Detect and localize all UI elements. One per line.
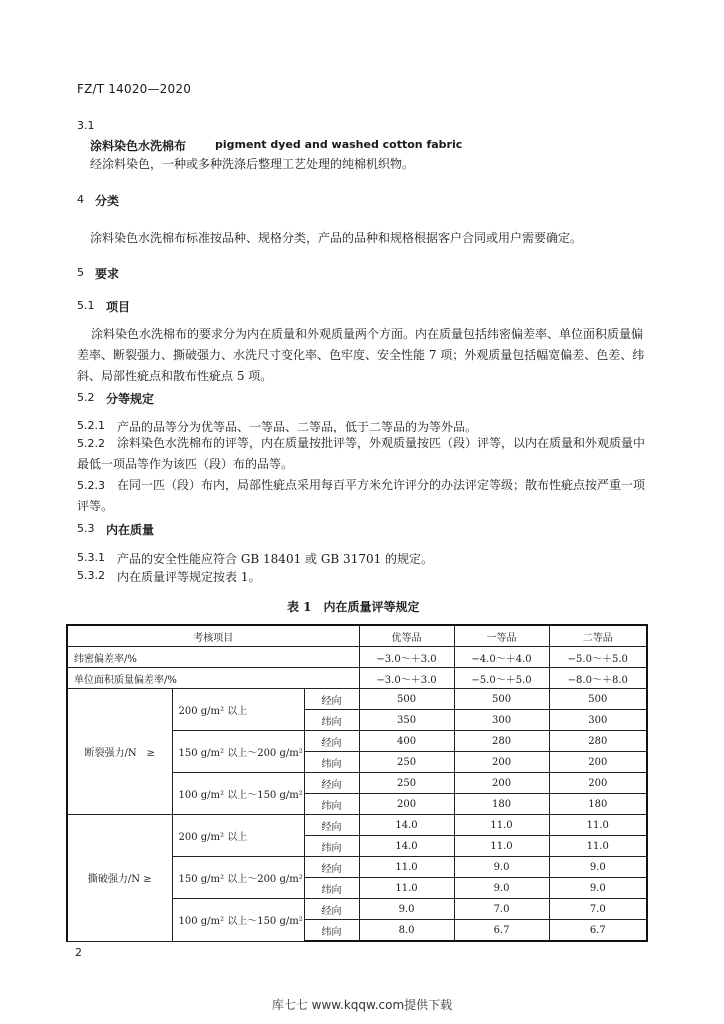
table-row — [67, 815, 647, 836]
cell: 180 — [454, 794, 549, 815]
header-grade-premium: 优等品 — [359, 625, 454, 647]
direction: 经向 — [304, 815, 359, 836]
row-label: 单位面积质量偏差率/% — [67, 668, 359, 689]
direction: 经向 — [304, 857, 359, 878]
item-5-3-2-number: 5.3.2 — [77, 569, 105, 582]
item-5-2-1-number: 5.2.1 — [77, 419, 105, 432]
weight-range: 100 g/m² 以上～150 g/m² — [172, 899, 304, 942]
direction: 经向 — [304, 899, 359, 920]
cell: 350 — [359, 710, 454, 731]
direction: 经向 — [304, 773, 359, 794]
download-footer: 库七七 www.kqqw.com提供下载 — [271, 998, 453, 1012]
weight-range: 200 g/m² 以上 — [172, 815, 304, 857]
weight-range: 100 g/m² 以上～150 g/m² — [172, 773, 304, 815]
weight-range: 200 g/m² 以上 — [172, 689, 304, 731]
direction: 纬向 — [304, 878, 359, 899]
cell: 11.0 — [454, 815, 549, 836]
item-5-3-1-number: 5.3.1 — [77, 551, 105, 564]
cell: 9.0 — [359, 899, 454, 920]
cell: −3.0～＋3.0 — [359, 668, 454, 689]
cell: 7.0 — [454, 899, 549, 920]
cell: 7.0 — [549, 899, 647, 920]
section-4-title: 分类 — [95, 194, 120, 208]
section-5-1-number: 5.1 — [77, 299, 95, 312]
standard-code: FZ/T 14020—2020 — [77, 82, 192, 96]
weight-range: 150 g/m² 以上～200 g/m² — [172, 857, 304, 899]
item-5-2-3-number: 5.2.3 — [77, 479, 105, 492]
section-5-1-title: 项目 — [106, 300, 131, 314]
direction: 纬向 — [304, 710, 359, 731]
weight-range: 150 g/m² 以上～200 g/m² — [172, 731, 304, 773]
cell: 14.0 — [359, 836, 454, 857]
cell: 200 — [454, 773, 549, 794]
tearing-strength-label: 撕破强力/N ≥ — [67, 815, 172, 942]
item-5-2-1-text: 产品的品等分为优等品、一等品、二等品，低于二等品的为等外品。 — [117, 420, 478, 434]
breaking-strength-label: 断裂强力/N ≥ — [67, 689, 172, 815]
section-4-number: 4 — [77, 193, 84, 206]
cell: −8.0～＋8.0 — [549, 668, 647, 689]
cell: 200 — [549, 752, 647, 773]
section-5-number: 5 — [77, 266, 84, 279]
cell: 300 — [549, 710, 647, 731]
cell: 14.0 — [359, 815, 454, 836]
cell: 11.0 — [549, 815, 647, 836]
section-5-3-number: 5.3 — [77, 522, 95, 535]
table-row — [67, 668, 647, 689]
direction: 纬向 — [304, 920, 359, 942]
cell: 200 — [549, 773, 647, 794]
cell: 8.0 — [359, 920, 454, 942]
cell: 11.0 — [454, 836, 549, 857]
header-item: 考核项目 — [67, 625, 359, 647]
table-caption: 表 1 内在质量评等规定 — [287, 600, 420, 614]
cell: 250 — [359, 773, 454, 794]
section-5-3-title: 内在质量 — [106, 523, 155, 537]
cell: 11.0 — [359, 857, 454, 878]
direction: 纬向 — [304, 836, 359, 857]
row-label: 纬密偏差率/% — [67, 647, 359, 668]
item-5-2-3-text: 在同一匹（段）布内，局部性疵点采用每百平方米允许评分的办法评定等级；散布性疵点按严重一项评等。 — [77, 478, 646, 513]
section-4-text: 涂料染色水洗棉布标准按品种、规格分类，产品的品种和规格根据客户合同或用户需要确定。 — [90, 231, 583, 245]
cell: 500 — [549, 689, 647, 710]
cell: −5.0～＋5.0 — [549, 647, 647, 668]
term-definition: 经涂料染色，一种或多种洗涤后整理工艺处理的纯棉机织物。 — [90, 157, 415, 171]
item-5-3-1-text: 产品的安全性能应符合 GB 18401 或 GB 31701 的规定。 — [117, 552, 434, 566]
cell: 9.0 — [454, 857, 549, 878]
cell: 6.7 — [454, 920, 549, 942]
term-english: pigment dyed and washed cotton fabric — [215, 138, 463, 151]
direction: 经向 — [304, 731, 359, 752]
cell: −3.0～＋3.0 — [359, 647, 454, 668]
cell: 500 — [454, 689, 549, 710]
section-5-2-title: 分等规定 — [106, 392, 155, 406]
table-row — [67, 647, 647, 668]
page-number: 2 — [75, 946, 82, 959]
cell: 250 — [359, 752, 454, 773]
cell: 9.0 — [549, 857, 647, 878]
item-5-2-2-text: 涂料染色水洗棉布的评等，内在质量按批评等，外观质量按匹（段）评等，以内在质量和外观质量中最低一项品等作为该匹（段）布的品等。 — [77, 436, 646, 471]
cell: 11.0 — [359, 878, 454, 899]
quality-grading-table — [66, 624, 648, 942]
direction: 纬向 — [304, 794, 359, 815]
item-5-3-2-text: 内在质量评等规定按表 1。 — [117, 570, 261, 584]
cell: 500 — [359, 689, 454, 710]
section-5-2-number: 5.2 — [77, 391, 95, 404]
direction: 纬向 — [304, 752, 359, 773]
cell: 9.0 — [454, 878, 549, 899]
direction: 经向 — [304, 689, 359, 710]
cell: −5.0～＋5.0 — [454, 668, 549, 689]
cell: 9.0 — [549, 878, 647, 899]
cell: 300 — [454, 710, 549, 731]
section-5-title: 要求 — [95, 267, 120, 281]
cell: 200 — [454, 752, 549, 773]
cell: 280 — [454, 731, 549, 752]
cell: 6.7 — [549, 920, 647, 942]
cell: −4.0～＋4.0 — [454, 647, 549, 668]
cell: 200 — [359, 794, 454, 815]
term-chinese: 涂料染色水洗棉布 — [90, 139, 187, 153]
cell: 280 — [549, 731, 647, 752]
table-header-row — [67, 625, 647, 647]
item-5-2-2-number: 5.2.2 — [77, 437, 105, 450]
header-grade-second: 二等品 — [549, 625, 647, 647]
cell: 11.0 — [549, 836, 647, 857]
section-5-1-text: 涂料染色水洗棉布的要求分为内在质量和外观质量两个方面。内在质量包括纬密偏差率、单位面积质量偏差率、断裂强力、撕破强力、水洗尺寸变化率、色牢度、安全性能 7 项；外观质量包括幅宽偏差、色差、纬斜、局部性疵点和散布性疵点 5 项。 — [77, 327, 645, 383]
table-row — [67, 689, 647, 710]
header-grade-first: 一等品 — [454, 625, 549, 647]
cell: 400 — [359, 731, 454, 752]
cell: 180 — [549, 794, 647, 815]
section-3-1-number: 3.1 — [77, 119, 95, 132]
